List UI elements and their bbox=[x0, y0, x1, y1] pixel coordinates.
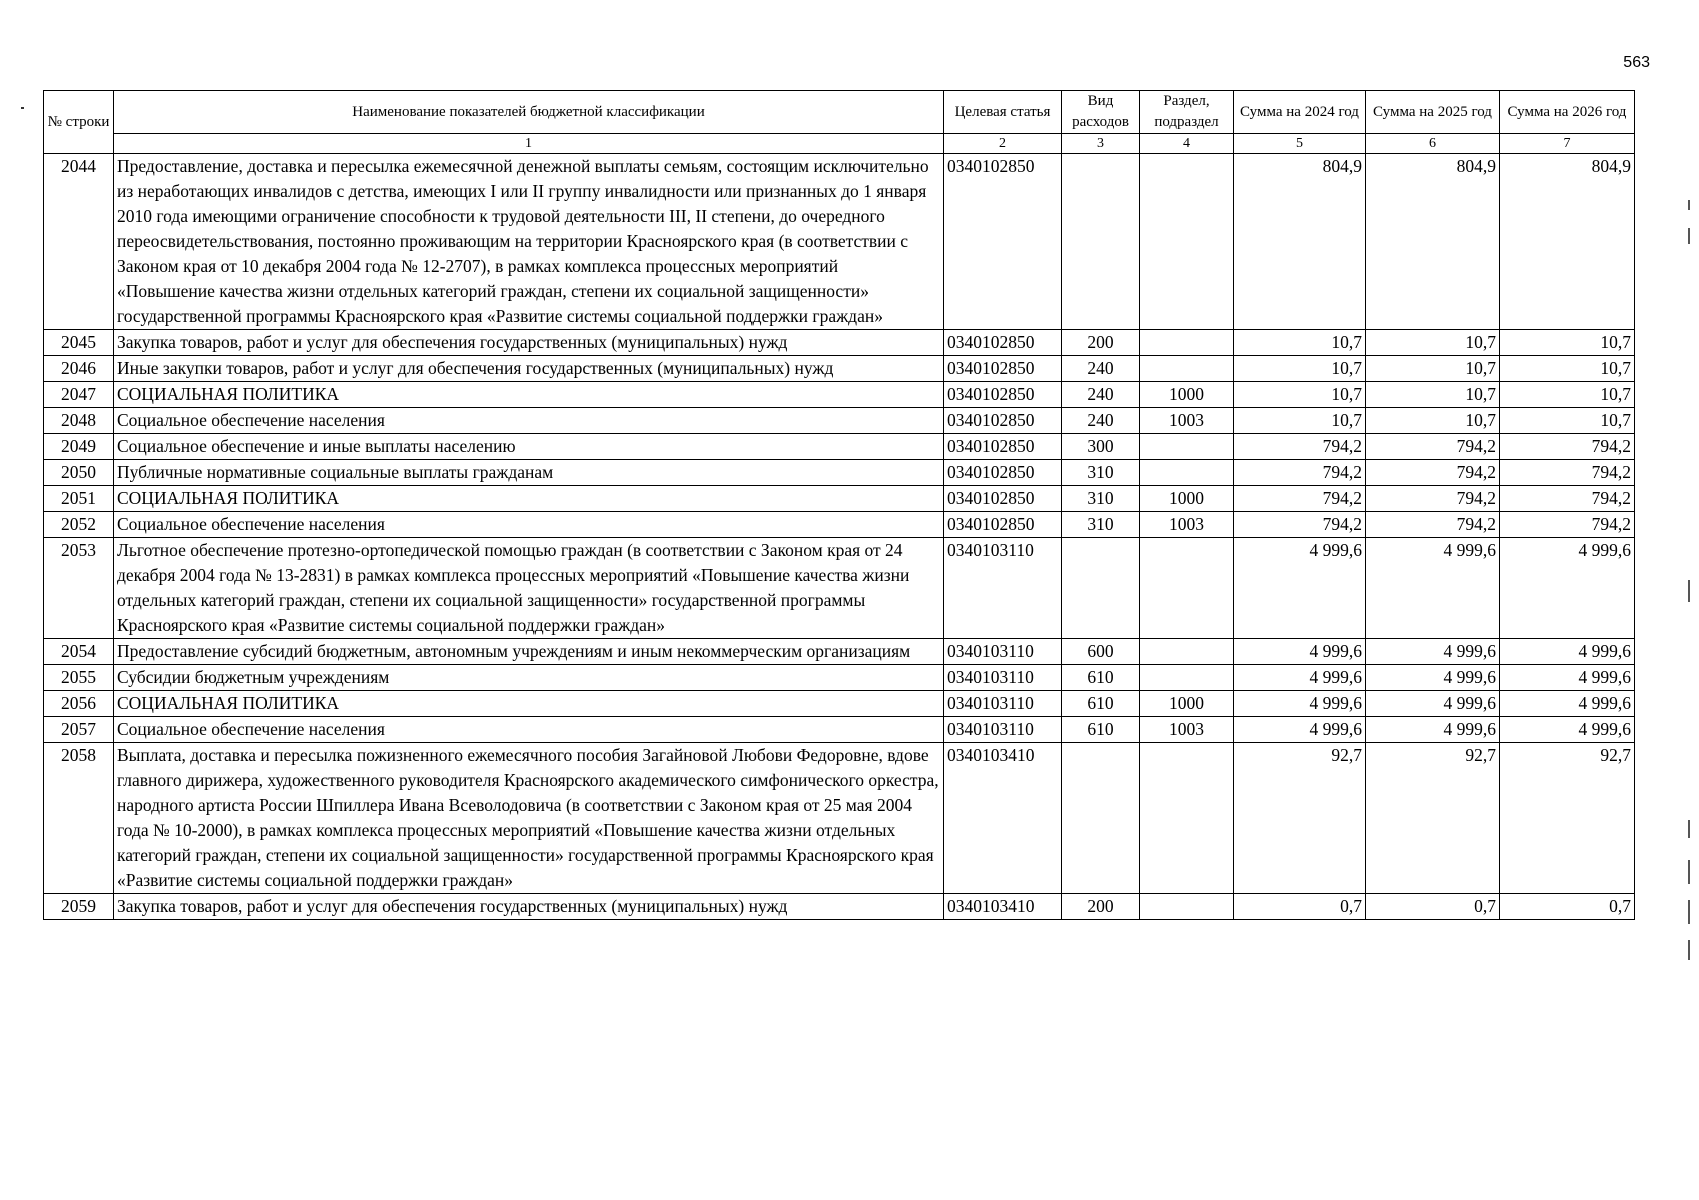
section-code bbox=[1140, 538, 1234, 639]
table-row bbox=[44, 538, 1635, 639]
sum-2025: 794,2 bbox=[1366, 512, 1500, 538]
row-number: 2050 bbox=[44, 460, 114, 486]
sum-2026: 4 999,6 bbox=[1500, 717, 1635, 743]
sum-2024: 10,7 bbox=[1234, 408, 1366, 434]
row-number: 2058 bbox=[44, 743, 114, 894]
indicator-name: Иные закупки товаров, работ и услуг для обеспечения государственных (муниципальных) нужд bbox=[114, 356, 944, 382]
sum-2024: 10,7 bbox=[1234, 382, 1366, 408]
section-code bbox=[1140, 460, 1234, 486]
row-number: 2054 bbox=[44, 639, 114, 665]
sum-2026: 794,2 bbox=[1500, 460, 1635, 486]
target-article: 0340102850 bbox=[944, 330, 1062, 356]
indicator-name: СОЦИАЛЬНАЯ ПОЛИТИКА bbox=[114, 691, 944, 717]
expense-type: 310 bbox=[1062, 460, 1140, 486]
expense-type: 610 bbox=[1062, 717, 1140, 743]
column-number: 6 bbox=[1366, 134, 1500, 154]
sum-2025: 804,9 bbox=[1366, 154, 1500, 330]
indicator-name: Социальное обеспечение и иные выплаты населению bbox=[114, 434, 944, 460]
target-article: 0340103110 bbox=[944, 717, 1062, 743]
sum-2024: 10,7 bbox=[1234, 330, 1366, 356]
target-article: 0340103110 bbox=[944, 691, 1062, 717]
sum-2026: 4 999,6 bbox=[1500, 691, 1635, 717]
table-row bbox=[44, 154, 1635, 330]
expense-type: 240 bbox=[1062, 408, 1140, 434]
indicator-name: Предоставление, доставка и пересылка ежемесячной денежной выплаты семьям, состоящим исключительно из неработающих инвалидов с детства, имеющих I или II группу инвалидности или признанных до 1 января 2010 года имеющими ограничение способности к трудовой деятельности III, II степени, до очередного переосвидетельствования, постоянно проживающим на территории Красноярского края (в соответствии с Законом края от 10 декабря 2004 года № 12-2707), в рамках комплекса процессных мероприятий «Повышение качества жизни отдельных категорий граждан, степени их социальной защищенности» государственной программы Красноярского края «Развитие системы социальной поддержки граждан» bbox=[114, 154, 944, 330]
margin-mark bbox=[21, 107, 24, 109]
expense-type: 200 bbox=[1062, 330, 1140, 356]
column-number: 4 bbox=[1140, 134, 1234, 154]
target-article: 0340102850 bbox=[944, 486, 1062, 512]
indicator-name: СОЦИАЛЬНАЯ ПОЛИТИКА bbox=[114, 382, 944, 408]
expense-type bbox=[1062, 538, 1140, 639]
section-code bbox=[1140, 743, 1234, 894]
row-number: 2044 bbox=[44, 154, 114, 330]
header-section: Раздел, подраздел bbox=[1140, 91, 1234, 134]
sum-2025: 10,7 bbox=[1366, 356, 1500, 382]
sum-2024: 4 999,6 bbox=[1234, 538, 1366, 639]
sum-2025: 10,7 bbox=[1366, 382, 1500, 408]
indicator-name: Закупка товаров, работ и услуг для обеспечения государственных (муниципальных) нужд bbox=[114, 330, 944, 356]
expense-type: 240 bbox=[1062, 356, 1140, 382]
indicator-name: Социальное обеспечение населения bbox=[114, 512, 944, 538]
sum-2024: 4 999,6 bbox=[1234, 691, 1366, 717]
row-number: 2047 bbox=[44, 382, 114, 408]
sum-2024: 794,2 bbox=[1234, 434, 1366, 460]
target-article: 0340102850 bbox=[944, 512, 1062, 538]
sum-2025: 794,2 bbox=[1366, 434, 1500, 460]
expense-type: 240 bbox=[1062, 382, 1140, 408]
target-article: 0340102850 bbox=[944, 434, 1062, 460]
section-code: 1003 bbox=[1140, 717, 1234, 743]
target-article: 0340103110 bbox=[944, 665, 1062, 691]
column-number: 2 bbox=[944, 134, 1062, 154]
header-sum-2025: Сумма на 2025 год bbox=[1366, 91, 1500, 134]
sum-2026: 0,7 bbox=[1500, 894, 1635, 920]
sum-2026: 10,7 bbox=[1500, 382, 1635, 408]
column-number: 1 bbox=[114, 134, 944, 154]
sum-2026: 10,7 bbox=[1500, 356, 1635, 382]
budget-table bbox=[43, 90, 1635, 920]
table-row bbox=[44, 691, 1635, 717]
target-article: 0340103410 bbox=[944, 894, 1062, 920]
expense-type: 610 bbox=[1062, 691, 1140, 717]
target-article: 0340103110 bbox=[944, 639, 1062, 665]
sum-2025: 794,2 bbox=[1366, 460, 1500, 486]
section-code: 1003 bbox=[1140, 512, 1234, 538]
row-number: 2046 bbox=[44, 356, 114, 382]
header-sum-2026: Сумма на 2026 год bbox=[1500, 91, 1635, 134]
sum-2024: 0,7 bbox=[1234, 894, 1366, 920]
indicator-name: Социальное обеспечение населения bbox=[114, 717, 944, 743]
target-article: 0340102850 bbox=[944, 154, 1062, 330]
section-code bbox=[1140, 665, 1234, 691]
section-code bbox=[1140, 330, 1234, 356]
table-row bbox=[44, 434, 1635, 460]
table-row bbox=[44, 894, 1635, 920]
indicator-name: Социальное обеспечение населения bbox=[114, 408, 944, 434]
sum-2025: 4 999,6 bbox=[1366, 665, 1500, 691]
row-number: 2053 bbox=[44, 538, 114, 639]
target-article: 0340102850 bbox=[944, 408, 1062, 434]
row-number: 2045 bbox=[44, 330, 114, 356]
header-sum-2024: Сумма на 2024 год bbox=[1234, 91, 1366, 134]
sum-2025: 4 999,6 bbox=[1366, 538, 1500, 639]
target-article: 0340103110 bbox=[944, 538, 1062, 639]
expense-type: 300 bbox=[1062, 434, 1140, 460]
table-row bbox=[44, 717, 1635, 743]
table-row bbox=[44, 512, 1635, 538]
sum-2026: 10,7 bbox=[1500, 330, 1635, 356]
sum-2026: 804,9 bbox=[1500, 154, 1635, 330]
indicator-name: Закупка товаров, работ и услуг для обеспечения государственных (муниципальных) нужд bbox=[114, 894, 944, 920]
table-body bbox=[44, 154, 1635, 920]
target-article: 0340102850 bbox=[944, 382, 1062, 408]
sum-2024: 794,2 bbox=[1234, 460, 1366, 486]
target-article: 0340102850 bbox=[944, 460, 1062, 486]
section-code bbox=[1140, 356, 1234, 382]
header-target-article: Целевая статья bbox=[944, 91, 1062, 134]
expense-type: 610 bbox=[1062, 665, 1140, 691]
indicator-name: Предоставление субсидий бюджетным, автономным учреждениям и иным некоммерческим организациям bbox=[114, 639, 944, 665]
row-number: 2057 bbox=[44, 717, 114, 743]
table-row bbox=[44, 408, 1635, 434]
row-number: 2059 bbox=[44, 894, 114, 920]
table-row bbox=[44, 665, 1635, 691]
header-expense-type: Вид расходов bbox=[1062, 91, 1140, 134]
expense-type: 310 bbox=[1062, 512, 1140, 538]
sum-2024: 794,2 bbox=[1234, 486, 1366, 512]
table-row bbox=[44, 382, 1635, 408]
column-number: 5 bbox=[1234, 134, 1366, 154]
sum-2026: 4 999,6 bbox=[1500, 538, 1635, 639]
indicator-name: Льготное обеспечение протезно-ортопедической помощью граждан (в соответствии с Законом края от 24 декабря 2004 года № 13-2831) в рамках комплекса процессных мероприятий «Повышение качества жизни отдельных категорий граждан, степени их социальной защищенности» государственной программы Красноярского края «Развитие системы социальной поддержки граждан» bbox=[114, 538, 944, 639]
row-number: 2048 bbox=[44, 408, 114, 434]
sum-2026: 794,2 bbox=[1500, 512, 1635, 538]
column-number: 3 bbox=[1062, 134, 1140, 154]
table-row bbox=[44, 639, 1635, 665]
sum-2025: 10,7 bbox=[1366, 330, 1500, 356]
table-row bbox=[44, 460, 1635, 486]
expense-type: 310 bbox=[1062, 486, 1140, 512]
sum-2025: 4 999,6 bbox=[1366, 691, 1500, 717]
sum-2024: 4 999,6 bbox=[1234, 717, 1366, 743]
header-indicator-name: Наименование показателей бюджетной классификации bbox=[114, 91, 944, 134]
indicator-name: Субсидии бюджетным учреждениям bbox=[114, 665, 944, 691]
sum-2026: 794,2 bbox=[1500, 434, 1635, 460]
sum-2024: 10,7 bbox=[1234, 356, 1366, 382]
row-number: 2049 bbox=[44, 434, 114, 460]
expense-type: 200 bbox=[1062, 894, 1140, 920]
section-code: 1000 bbox=[1140, 486, 1234, 512]
sum-2025: 92,7 bbox=[1366, 743, 1500, 894]
indicator-name: Выплата, доставка и пересылка пожизненного ежемесячного пособия Загайновой Любови Федоровне, вдове главного дирижера, художественного руководителя Красноярского академического симфонического оркестра, народного артиста России Шпиллера Ивана Всеволодовича (в соответствии с Законом края от 25 мая 2004 года № 10-2000), в рамках комплекса процессных мероприятий «Повышение качества жизни отдельных категорий граждан, степени их социальной защищенности» государственной программы Красноярского края «Развитие системы социальной поддержки граждан» bbox=[114, 743, 944, 894]
row-number: 2052 bbox=[44, 512, 114, 538]
sum-2024: 4 999,6 bbox=[1234, 665, 1366, 691]
table-row bbox=[44, 486, 1635, 512]
sum-2025: 4 999,6 bbox=[1366, 717, 1500, 743]
section-code: 1000 bbox=[1140, 691, 1234, 717]
column-number: 7 bbox=[1500, 134, 1635, 154]
indicator-name: СОЦИАЛЬНАЯ ПОЛИТИКА bbox=[114, 486, 944, 512]
sum-2026: 794,2 bbox=[1500, 486, 1635, 512]
section-code bbox=[1140, 639, 1234, 665]
section-code bbox=[1140, 154, 1234, 330]
sum-2025: 794,2 bbox=[1366, 486, 1500, 512]
page-number: 563 bbox=[1623, 54, 1650, 71]
sum-2026: 10,7 bbox=[1500, 408, 1635, 434]
row-number: 2051 bbox=[44, 486, 114, 512]
sum-2025: 10,7 bbox=[1366, 408, 1500, 434]
header-row-number: № строки bbox=[44, 91, 114, 154]
table-header-row bbox=[44, 91, 1635, 134]
row-number: 2056 bbox=[44, 691, 114, 717]
target-article: 0340102850 bbox=[944, 356, 1062, 382]
expense-type bbox=[1062, 743, 1140, 894]
table-row bbox=[44, 356, 1635, 382]
section-code: 1000 bbox=[1140, 382, 1234, 408]
row-number: 2055 bbox=[44, 665, 114, 691]
sum-2025: 4 999,6 bbox=[1366, 639, 1500, 665]
indicator-name: Публичные нормативные социальные выплаты гражданам bbox=[114, 460, 944, 486]
sum-2026: 92,7 bbox=[1500, 743, 1635, 894]
sum-2025: 0,7 bbox=[1366, 894, 1500, 920]
table-row bbox=[44, 330, 1635, 356]
section-code bbox=[1140, 894, 1234, 920]
sum-2024: 804,9 bbox=[1234, 154, 1366, 330]
table-row bbox=[44, 743, 1635, 894]
sum-2024: 794,2 bbox=[1234, 512, 1366, 538]
section-code bbox=[1140, 434, 1234, 460]
column-number-row bbox=[44, 134, 1635, 154]
expense-type bbox=[1062, 154, 1140, 330]
expense-type: 600 bbox=[1062, 639, 1140, 665]
sum-2024: 92,7 bbox=[1234, 743, 1366, 894]
section-code: 1003 bbox=[1140, 408, 1234, 434]
sum-2024: 4 999,6 bbox=[1234, 639, 1366, 665]
sum-2026: 4 999,6 bbox=[1500, 665, 1635, 691]
sum-2026: 4 999,6 bbox=[1500, 639, 1635, 665]
target-article: 0340103410 bbox=[944, 743, 1062, 894]
